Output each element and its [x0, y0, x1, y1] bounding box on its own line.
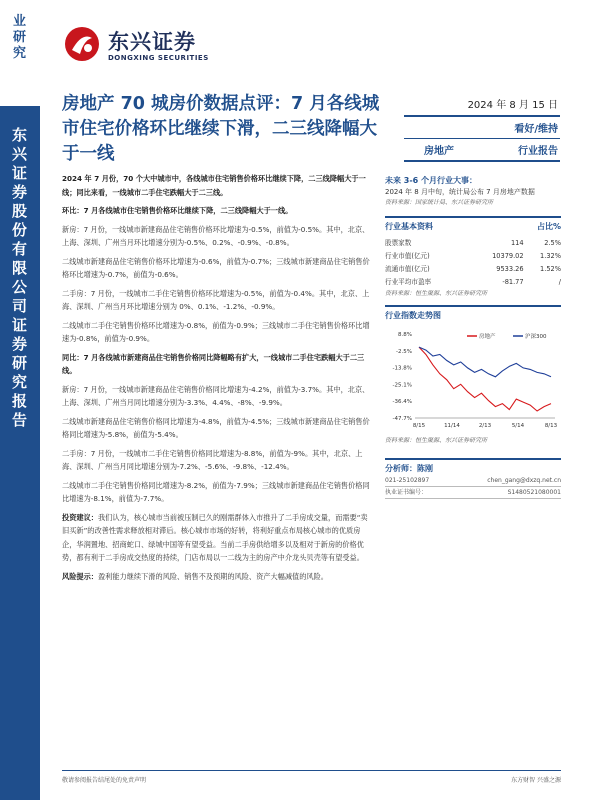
analyst-cert-no: S1480521080001	[507, 489, 561, 496]
outlook-title: 未来 3-6 个月行业大事：	[385, 176, 478, 185]
analyst-email[interactable]: chen_gang@dxzq.net.cn	[487, 477, 561, 484]
basic-info-row	[385, 263, 561, 276]
analyst-contact-row	[385, 475, 561, 487]
footer-slogan: 东方财智 兴盛之源	[511, 777, 561, 784]
report-info-box	[404, 94, 560, 162]
trend-chart-svg	[385, 326, 561, 436]
basic-info-pct: 1.52%	[540, 265, 561, 273]
y-tick-label: -13.8%	[392, 365, 412, 372]
y-tick-label: -25.1%	[392, 382, 412, 389]
risk-warning-text: 盈利能力继续下滑的风险、销售不及预期的风险、资产大幅减值的风险。	[97, 571, 328, 581]
x-tick-label: 5/14	[511, 423, 525, 429]
body-paragraph: 新房：7 月份，一线城市新建商品住宅销售价格同比增速为-4.2%，前值为-3.7%。其中，北京、上海、深圳、广州当月同比增速分别为-3.3%、4.4%、-8%、-9.9%。	[62, 384, 370, 407]
basic-info-pct-header: 占比%	[536, 222, 561, 231]
basic-info-label: 行业平均市盈率	[385, 278, 432, 286]
outlook-text: 2024 年 8 月中旬，统计局公布 7 月房地产数据	[385, 188, 535, 196]
investment-advice-label: 投资建议：	[62, 512, 98, 522]
body-paragraph: 二线城市新建商品住宅销售价格环比增速为-0.6%，前值为-0.7%；三线城市新建商品住宅销售价格环比增速为-0.7%，前值为-0.6%。	[62, 256, 370, 279]
basic-info-pct: 2.5%	[544, 239, 561, 247]
report-tags	[404, 139, 560, 162]
series-line-real-estate	[419, 347, 551, 411]
x-tick-label: 8/13	[544, 423, 558, 429]
y-tick-label: -47.7%	[392, 416, 412, 422]
risk-warning	[62, 570, 370, 584]
legend-label: 房地产	[479, 334, 496, 340]
outlook-source: 资料来源：国家统计局、东兴证券研究所	[385, 199, 494, 206]
body-paragraph: 二线城市新建商品住宅销售价格同比增速为-4.8%，前值为-4.5%；三线城市新建商品住宅销售价格同比增速为-5.8%，前值为-5.4%。	[62, 416, 370, 439]
basic-info-title: 行业基本资料	[385, 222, 433, 231]
mom-heading: 环比：7 月各线城市住宅销售价格环比继续下降，二三线降幅大于一线。	[62, 206, 293, 215]
tag-industry: 房地产	[424, 146, 454, 157]
body-paragraph: 新房：7 月份，一线城市新建商品住宅销售价格环比增速为-0.5%，前值为-0.5%。其中，北京、上海、深圳、广州当月环比增速分别为-0.5%、0.2%、-0.9%、-0.8%。	[62, 224, 370, 247]
body-paragraph: 二线城市二手住宅销售价格同比增速为-8.2%，前值为-7.9%；三线城市新建商品住宅销售价格同比增速为-8.1%，前值为-7.7%。	[62, 480, 370, 503]
basic-info-label: 流通市值(亿元)	[385, 265, 430, 273]
basic-info-row	[385, 250, 561, 263]
legend-label: 沪深300	[525, 334, 547, 340]
y-tick-label: -2.5%	[396, 348, 412, 355]
body-paragraph: 二手房：7 月份，一线城市二手住宅销售价格环比增速为-0.5%，前值为-0.4%。其中，北京、上海、深圳、广州当月环比增速分别为 0%、0.1%、-1.2%、-0.9%。	[62, 288, 370, 311]
y-tick-label: 8.8%	[398, 332, 412, 338]
basic-info-row	[385, 276, 561, 289]
analyst-cert-label: 执业证书编号：	[385, 489, 428, 496]
basic-info-label: 行业市值(亿元)	[385, 252, 430, 260]
basic-info-header	[385, 216, 561, 233]
logo-cn-text: 东兴证券	[108, 30, 196, 54]
company-logo	[64, 24, 224, 68]
investment-advice-text: 我们认为，核心城市当前被压制已久的刚需群体入市推升了二手房成交量，而需要“卖旧买新”的改善性需求释放相对滞后。核心城市市场的好转，将利好重点布局核心城市的优质房企，华润置地、招商蛇口、绿城中国等有望受益。当前二手房供给增多以及相对于新房的价格优势，都有利于二手房成交热度的持续，门店布局以一二线为主的房产中介龙头贝壳等有望受益。	[62, 512, 368, 562]
x-tick-label: 8/15	[412, 423, 426, 429]
sidebar-company-label: 东兴证券股份有限公司证券研究报告	[12, 126, 28, 429]
basic-info-pct: /	[558, 278, 561, 286]
report-rating: 看好/维持	[404, 117, 560, 139]
report-title: 房地产 70 城房价数据点评：7 月各线城市住宅价格环比继续下滑，二三线降幅大于一线	[62, 94, 380, 164]
investment-advice	[62, 511, 370, 565]
trend-chart-header	[385, 305, 561, 322]
sidebar-top	[0, 0, 41, 78]
basic-info-value: 9533.26	[496, 265, 524, 273]
trend-chart-source: 资料来源：恒生聚源、东兴证券研究所	[385, 437, 488, 444]
basic-info-pct: 1.32%	[540, 252, 561, 260]
basic-info-table	[385, 237, 561, 289]
body-paragraph: 二手房：7 月份，一线城市二手住宅销售价格同比增速为-8.8%，前值为-9%。其中，北京、上海、深圳、广州当月同比增速分别为-7.2%、-5.6%、-9.8%、-12.4%。	[62, 448, 363, 471]
footer-divider	[62, 770, 561, 771]
basic-info-value: -81.77	[502, 278, 524, 286]
footer-disclaimer: 敬请参阅报告结尾处的免责声明	[62, 777, 147, 784]
right-column	[385, 175, 561, 499]
analyst-phone: 021-25102897	[385, 477, 430, 484]
analyst-title: 分析师：陈刚	[385, 458, 561, 475]
basic-info-label: 股票家数	[385, 239, 412, 247]
sidebar-gap	[0, 78, 40, 106]
yoy-heading: 同比：7 月各线城市新建商品住宅销售价格同比降幅略有扩大，一线城市二手住宅跌幅大于二三线。	[62, 352, 365, 375]
y-tick-label: -36.4%	[392, 399, 412, 406]
x-tick-label: 2/13	[478, 423, 492, 429]
risk-warning-label: 风险提示：	[62, 571, 98, 581]
report-date: 2024 年 8 月 15 日	[404, 94, 560, 117]
summary-paragraph: 2024 年 7 月份，70 个大中城市中，各线城市住宅销售价格环比继续下降，二三线降幅大于一线；同比来看，一线城市二手住宅跌幅大于二三线。	[62, 174, 366, 197]
basic-info-value: 10379.02	[492, 252, 524, 260]
basic-info-source: 资料来源：恒生聚源、东兴证券研究所	[385, 290, 488, 297]
basic-info-value: 114	[510, 239, 524, 247]
trend-chart-title: 行业指数走势图	[385, 311, 441, 320]
logo-mark-icon	[64, 26, 100, 62]
sidebar-top-label: 业研究	[13, 14, 27, 61]
tag-type: 行业报告	[518, 146, 558, 157]
trend-chart	[385, 326, 561, 436]
x-tick-label: 11/14	[444, 423, 460, 429]
body-paragraph: 二线城市二手住宅销售价格环比增速为-0.8%，前值为-0.9%；三线城市二手住宅销售价格环比增速为-0.8%，前值为-0.9%。	[62, 320, 370, 343]
report-body	[62, 172, 370, 588]
logo-en-text: DONGXING SECURITIES	[108, 54, 209, 62]
basic-info-row	[385, 237, 561, 250]
sidebar-main	[0, 106, 40, 800]
analyst-cert-row	[385, 487, 561, 499]
